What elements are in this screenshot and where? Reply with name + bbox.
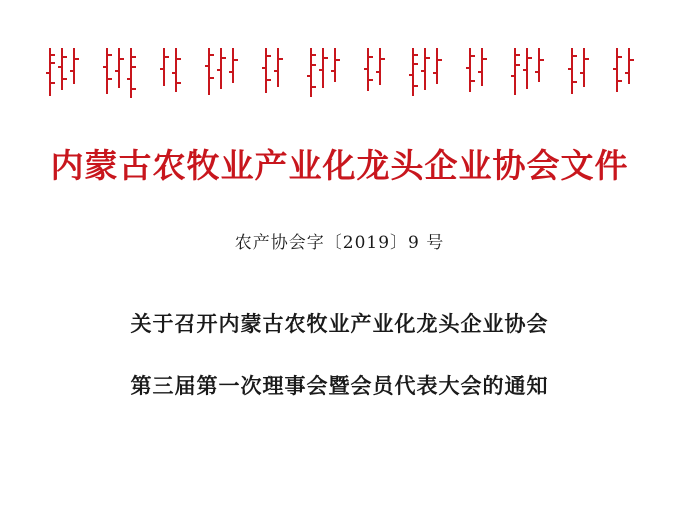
- mongolian-glyph: [230, 48, 237, 83]
- mongolian-word: [308, 48, 339, 97]
- mongolian-glyph: [263, 48, 270, 93]
- mongolian-word: [614, 48, 633, 92]
- mongolian-glyph: [626, 48, 633, 84]
- mongolian-word: [512, 48, 543, 95]
- document-subject-line-1: 关于召开内蒙古农牧业产业化龙头企业协会: [130, 311, 549, 336]
- mongolian-glyph: [614, 48, 621, 92]
- mongolian-glyph: [59, 48, 66, 90]
- mongolian-word: [161, 48, 180, 92]
- mongolian-glyph: [71, 48, 78, 84]
- mongolian-word: [104, 48, 135, 98]
- mongolian-glyph: [116, 48, 123, 88]
- mongolian-glyph: [479, 48, 486, 86]
- mongolian-glyph: [422, 48, 429, 90]
- mongolian-glyph: [581, 48, 588, 87]
- mongolian-glyph: [569, 48, 576, 94]
- mongolian-word: [569, 48, 588, 94]
- mongolian-glyph: [536, 48, 543, 82]
- mongolian-script-header: [0, 48, 679, 110]
- mongolian-word: [263, 48, 282, 93]
- mongolian-glyph: [161, 48, 168, 86]
- document-number: 农产协会字〔2019〕9 号: [234, 233, 445, 253]
- mongolian-glyph: [410, 48, 417, 96]
- mongolian-glyph: [512, 48, 519, 95]
- mongolian-word: [410, 48, 441, 96]
- mongolian-glyph: [218, 48, 225, 89]
- mongolian-glyph: [365, 48, 372, 91]
- mongolian-glyph: [173, 48, 180, 92]
- document-subject-line-2: 第三届第一次理事会暨会员代表大会的通知: [130, 373, 549, 399]
- mongolian-word: [365, 48, 384, 91]
- mongolian-glyph: [308, 48, 315, 97]
- mongolian-word: [467, 48, 486, 92]
- mongolian-word: [206, 48, 237, 95]
- mongolian-word: [47, 48, 78, 96]
- document-subject: [0, 312, 679, 398]
- document-title: 内蒙古农牧业产业化龙头企业协会文件: [50, 146, 629, 185]
- mongolian-glyph: [275, 48, 282, 87]
- mongolian-glyph: [320, 48, 327, 88]
- mongolian-glyph: [332, 48, 339, 82]
- mongolian-glyph: [104, 48, 111, 94]
- mongolian-glyph: [47, 48, 54, 96]
- mongolian-glyph: [524, 48, 531, 89]
- mongolian-glyph: [467, 48, 474, 92]
- mongolian-glyph: [206, 48, 213, 95]
- mongolian-glyph: [434, 48, 441, 84]
- mongolian-glyph: [128, 48, 135, 98]
- mongolian-glyph: [377, 48, 384, 85]
